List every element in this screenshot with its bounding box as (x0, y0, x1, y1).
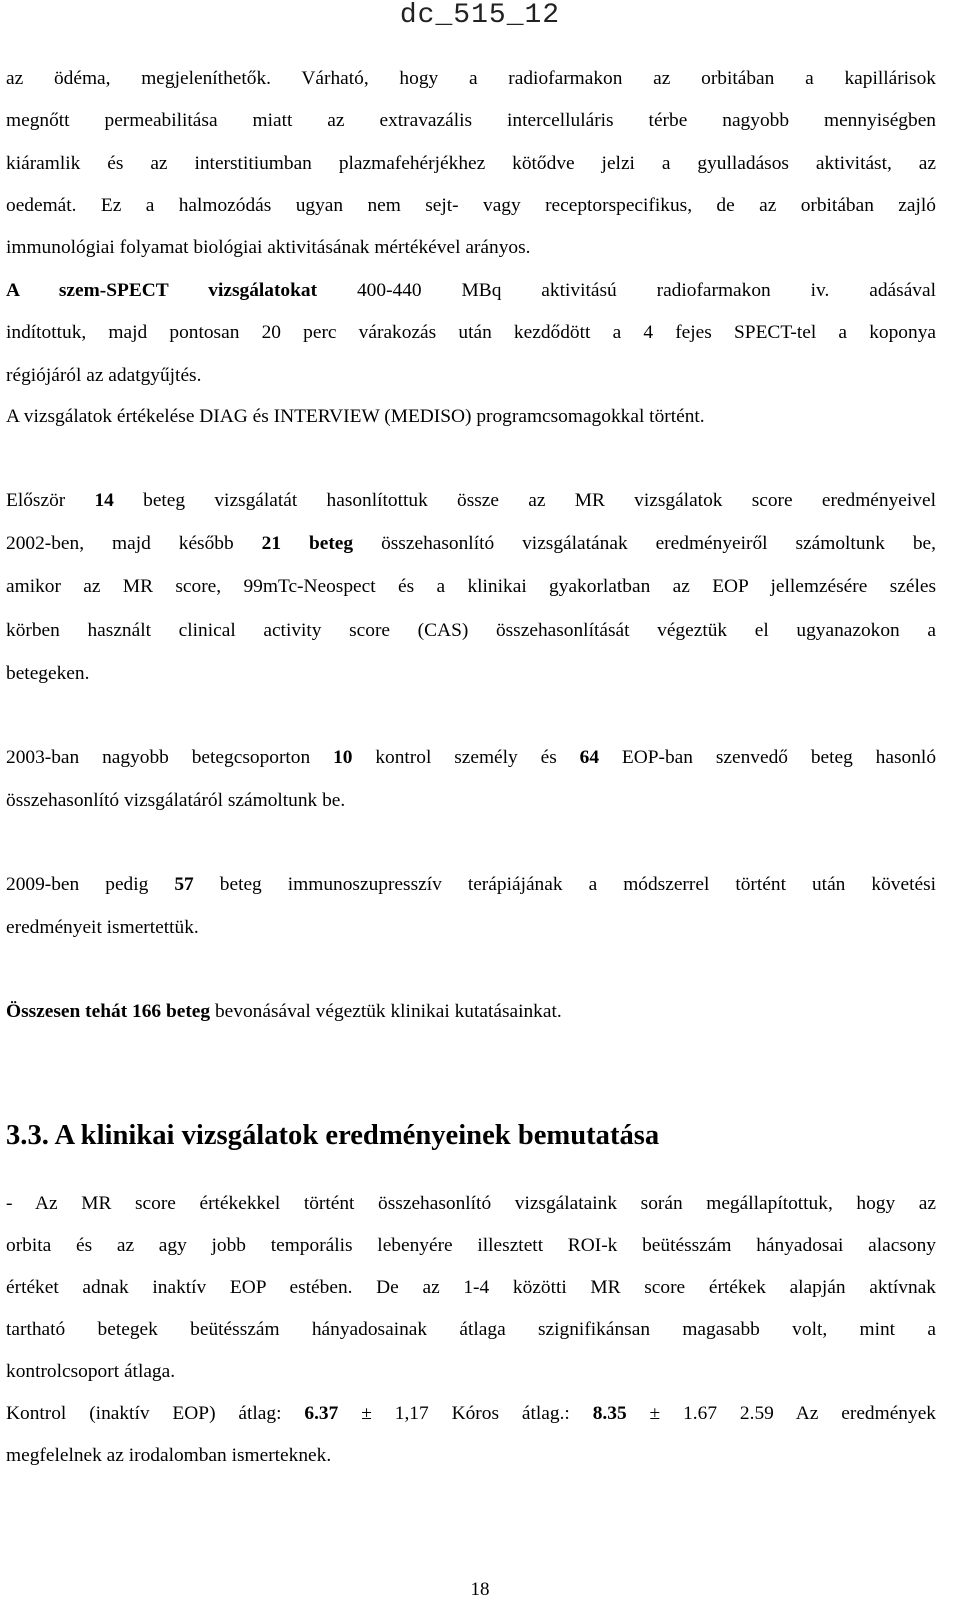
text-run: ± 1.67 2.59 (626, 1403, 774, 1424)
patient-count: 14 (94, 490, 114, 511)
text-line (6, 522, 936, 565)
bold-lead: A szem-SPECT vizsgálatokat (6, 280, 318, 301)
text-line: - Az MR score értékekkel történt összehasonlító vizsgálataink során megállapítottuk, hogy az (6, 1193, 936, 1214)
text-line: kiáramlik és az interstitiumban plazmafehérjékhez kötődve jelzi a gyulladásos aktivitást, az (6, 152, 936, 174)
text-line: régiójáról az adatgyűjtés. (6, 364, 202, 386)
mr-score-results-paragraph (6, 1183, 936, 1393)
text-line: kontrolcsoport átlaga. (6, 1361, 176, 1382)
averages-paragraph (6, 1393, 936, 1477)
text-line: tartható betegek beütésszám hányadosainak átlaga szignifikánsan magasabb volt, mint a (6, 1319, 936, 1340)
text-run: 2002-ben, majd később (6, 533, 262, 555)
text-line: az ödéma, megjeleníthetők. Várható, hogy a radiofarmakon az orbitában a kapillárisok (6, 68, 936, 89)
text-run: EOP-ban szenvedő beteg hasonló (599, 747, 937, 768)
page-number: 18 (470, 1579, 490, 1600)
text-run: Kontrol (inaktív EOP) átlag: (6, 1403, 305, 1424)
text-run: Először (6, 490, 95, 511)
text-line: értéket adnak inaktív EOP estében. De az 1-4 közötti MR score értékek alapján aktívnak (6, 1277, 936, 1298)
text-run: Az (795, 1403, 819, 1424)
document-id-header: dc_515_12 (399, 0, 561, 31)
text-line: orbita és az agy jobb temporális lebenyére illesztett ROI-k beütésszám hányadosai alacsony (6, 1235, 936, 1256)
text-run: beteg immunoszupresszív terápiájának a módszerrel történt után követési (193, 874, 937, 895)
text-line: oedemát. Ez a halmozódás ugyan nem sejt- vagy receptorspecifikus, de az orbitában zajló (6, 194, 936, 216)
text-run: 2003-ban nagyobb betegcsoporton (6, 747, 334, 768)
text-run: bevonásával végeztük klinikai kutatásainkat. (210, 1001, 562, 1022)
total-patients: Összesen tehát 166 beteg (6, 1001, 211, 1022)
text-run: összehasonlító vizsgálatának eredményeiről számoltunk be, (353, 533, 936, 555)
text-line (6, 736, 936, 779)
first-study-paragraph (6, 479, 936, 695)
text-line: indítottuk, majd pontosan 20 perc várakozás után kezdődött a 4 fejes SPECT-tel a koponya (6, 322, 936, 344)
text-line: amikor az MR score, 99mTc-Neospect és a klinikai gyakorlatban az EOP jellemzésére széles (6, 576, 936, 598)
text-run: 400-440 MBq aktivitású radiofarmakon iv. adásával (317, 280, 936, 301)
study-2009-paragraph (6, 863, 936, 949)
text-run: ± 1,17 Kóros átlag.: (338, 1403, 593, 1424)
summary-paragraph (6, 990, 936, 1033)
text-line: immunológiai folyamat biológiai aktivitásának mértékével arányos. (6, 237, 531, 259)
text-line: megnőtt permeabilitása miatt az extravazális intercelluláris térbe nagyobb mennyiségben (6, 110, 936, 132)
spect-method-paragraph (6, 270, 936, 397)
text-line (6, 1393, 936, 1435)
control-average: 6.37 (304, 1403, 339, 1424)
text-line (6, 270, 936, 312)
text-line: A vizsgálatok értékelése DIAG és INTERVIEW (MEDISO) programcsomagokkal történt. (6, 406, 705, 427)
text-run: 2009-ben pedig (6, 874, 175, 895)
text-line (6, 479, 936, 522)
pathological-average: 8.35 (592, 1403, 627, 1424)
text-run: kontrol személy és (352, 747, 580, 768)
text-run: beteg vizsgálatát hasonlítottuk össze az MR vizsgálatok score eredményeivel (113, 490, 936, 511)
section-heading: 3.3. A klinikai vizsgálatok eredményeinek bemutatása (6, 1120, 660, 1151)
study-2003-paragraph (6, 736, 936, 822)
control-count: 10 (333, 747, 353, 768)
intro-paragraph (6, 58, 936, 269)
text-line (6, 990, 936, 1033)
patient-count: 64 (579, 747, 600, 768)
text-run: eredmények (841, 1403, 936, 1424)
text-line: körben használt clinical activity score (CAS) összehasonlítását végeztük el ugyanazokon a (6, 619, 936, 641)
text-line: összehasonlító vizsgálatáról számoltunk be. (6, 790, 346, 812)
text-line: betegeken. (6, 662, 90, 684)
patient-count: 21 beteg (261, 533, 354, 555)
evaluation-paragraph (6, 396, 936, 438)
patient-count: 57 (174, 874, 194, 895)
text-line: eredményeit ismertettük. (6, 917, 199, 939)
text-line: megfelelnek az irodalomban ismerteknek. (6, 1445, 332, 1466)
text-line (6, 863, 936, 906)
